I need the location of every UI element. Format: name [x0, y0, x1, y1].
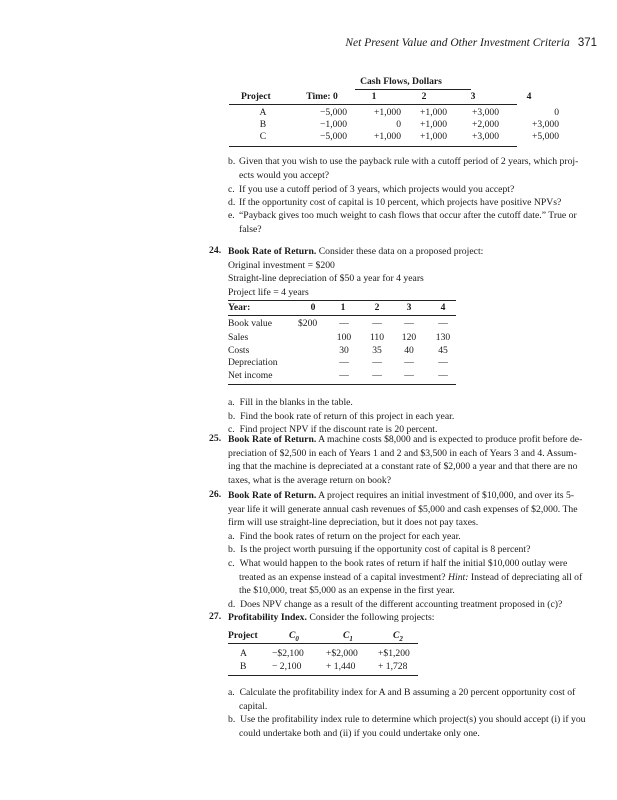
- table-row: [229, 107, 559, 119]
- question-26: [228, 489, 593, 611]
- table-cell: + 1,728: [378, 661, 408, 672]
- row-label: Book value: [228, 318, 272, 329]
- table-cell: −5,000: [320, 107, 347, 118]
- question-24-parts: [228, 396, 593, 437]
- table-row: [229, 119, 559, 131]
- item-text: Calculate the profitability index for A and B assuming a 20 percent opportunity cost of: [239, 687, 576, 698]
- header-cell: 4: [440, 302, 446, 313]
- item-label: b.: [228, 410, 236, 422]
- question-24: [228, 245, 593, 299]
- table-cell: 100: [336, 332, 352, 343]
- item-text: If you use a cutoff period of 3 years, which projects would you accept?: [239, 184, 515, 195]
- header-cell: 3: [470, 91, 476, 102]
- item-text: Fill in the blanks in the table.: [239, 397, 353, 408]
- question-heading: Book Rate of Return.: [228, 434, 317, 445]
- item-label: b.: [228, 156, 236, 167]
- table-cell: +1,000: [374, 107, 401, 118]
- table-cell: +$2,000: [326, 648, 358, 659]
- table-cell: A: [259, 107, 267, 118]
- table-cell: B: [259, 119, 267, 130]
- question-text: preciation of $2,500 in each of Years 1 and 2 and $3,500 in each of Years 3 and 4. Assum-: [228, 447, 577, 459]
- question-number: 25.: [209, 433, 222, 444]
- chapter-title: Net Present Value and Other Investment Criteria: [345, 37, 570, 49]
- item-text: “Payback gives too much weight to cash flows that occur after the cutoff date.” True or: [239, 210, 577, 221]
- page-number: 371: [577, 37, 597, 49]
- row-label: Depreciation: [228, 357, 278, 368]
- header-cell: Project: [241, 91, 271, 102]
- table-cell: —: [372, 357, 382, 368]
- table-header-rule: [229, 104, 517, 105]
- header-cell: 2: [374, 302, 380, 313]
- question-heading: Book Rate of Return.: [228, 490, 317, 501]
- table-cell: +5,000: [532, 131, 559, 142]
- table-cell: −5,000: [320, 131, 347, 142]
- item-label: c.: [228, 557, 235, 569]
- header-cell: $C_0$: [289, 630, 299, 643]
- table-cell: 30: [339, 345, 349, 356]
- item-text: Find the book rates of return on the project for each year.: [239, 530, 461, 542]
- item-text: Given that you wish to use the payback rule with a cutoff period of 2 years, which proj-: [239, 156, 579, 167]
- question-25: [228, 433, 593, 487]
- question-23-part-c: [228, 183, 593, 197]
- item-text: capital.: [239, 700, 268, 712]
- header-cell: 0: [310, 302, 316, 313]
- question-heading: Book Rate of Return.: [228, 246, 317, 257]
- header-cell: 2: [421, 91, 427, 102]
- running-header: [0, 37, 597, 49]
- item-label: b.: [228, 544, 236, 556]
- table-cell: —: [438, 357, 448, 368]
- item-label: a.: [228, 687, 235, 698]
- item-text: Is the project worth pursuing if the opportunity cost of capital is 8 percent?: [240, 544, 531, 556]
- item-label: c.: [228, 424, 235, 436]
- table-cell: —: [438, 318, 448, 329]
- question-text: A machine costs $8,000 and is expected to produce profit before de-: [318, 434, 583, 445]
- table-cell: 40: [404, 345, 414, 356]
- question-heading: Profitability Index.: [228, 612, 307, 623]
- table-header-rule: [228, 315, 456, 316]
- header-cell: Time: 0: [306, 91, 338, 102]
- item-text: Does NPV change as a result of the different accounting treatment proposed in (c)?: [240, 598, 563, 610]
- table-cell: − 2,100: [272, 661, 302, 672]
- table-cell: 0: [554, 107, 559, 118]
- table-cell: −1,000: [320, 119, 347, 130]
- item-text-continued: ects would you accept?: [239, 169, 330, 181]
- item-text-continued: false?: [239, 223, 262, 235]
- table-cell: +3,000: [472, 131, 499, 142]
- table-cell: 120: [401, 332, 417, 343]
- table-cell: —: [404, 318, 414, 329]
- hint-label: Hint:: [448, 571, 469, 583]
- table-cell: —: [404, 357, 414, 368]
- header-cell: 3: [406, 302, 412, 313]
- table-cell: +3,000: [472, 107, 499, 118]
- table-cell: +2,000: [472, 119, 499, 130]
- cashflow-table: [229, 91, 559, 143]
- table-cell: +1,000: [374, 131, 401, 142]
- table-cell: +1,000: [420, 131, 447, 142]
- item-text: Find project NPV if the discount rate is 20 percent.: [239, 424, 438, 436]
- item-label: d.: [228, 598, 236, 610]
- caption-rule: [355, 89, 471, 90]
- table-bottom-rule: [228, 384, 456, 385]
- question-number: 27.: [209, 611, 222, 622]
- table-cell: 45: [438, 345, 448, 356]
- table-cell: —: [372, 318, 382, 329]
- item-text: Use the profitability index rule to determine which project(s) you should accept (i) if you: [240, 714, 586, 726]
- question-text: A project requires an initial investment of $10,000, and over its 5-: [318, 490, 575, 501]
- table-cell: +1,000: [420, 119, 447, 130]
- question-text: ing that the machine is depreciated at a constant rate of $2,000 a year and that there are no: [228, 461, 578, 473]
- header-cell: 1: [371, 91, 377, 102]
- table-cell: +1,000: [420, 107, 447, 118]
- table-cell: —: [339, 357, 349, 368]
- table-cell: B: [240, 661, 247, 672]
- question-text: taxes, what is the average return on book?: [228, 474, 392, 486]
- table-cell: $200: [298, 318, 318, 329]
- question-23-part-e: [228, 209, 593, 236]
- table-header-rule: [228, 643, 418, 644]
- header-cell: Project: [228, 630, 258, 641]
- item-label: b.: [228, 714, 236, 726]
- table-cell: + 1,440: [326, 661, 356, 672]
- question-23-part-d: [228, 196, 593, 210]
- given-line: Straight-line depreciation of $50 a year for 4 years: [228, 273, 424, 285]
- table-cell: A: [240, 648, 247, 659]
- given-line: Project life = 4 years: [228, 286, 309, 298]
- header-cell: 4: [526, 91, 532, 102]
- hint-text: Instead of depreciating all of: [470, 571, 583, 583]
- item-text: could undertake both and (ii) if you could undertake only one.: [239, 727, 480, 739]
- table-cell: +3,000: [532, 119, 559, 130]
- question-23-part-b: [228, 155, 593, 182]
- item-label: d.: [228, 197, 236, 208]
- table-bottom-rule: [228, 675, 418, 676]
- question-intro: Consider these data on a proposed project:: [318, 246, 484, 257]
- table-bottom-rule: [229, 146, 517, 147]
- row-label: Costs: [228, 345, 250, 356]
- header-cell: 1: [340, 302, 346, 313]
- given-line: Original investment = $200: [228, 259, 335, 271]
- table-cell: —: [339, 318, 349, 329]
- row-label: Net income: [228, 370, 273, 381]
- item-label: a.: [228, 530, 235, 542]
- table-cell: −$2,100: [272, 648, 304, 659]
- table-cell: —: [339, 370, 349, 381]
- table-cell: —: [438, 370, 448, 381]
- item-text: What would happen to the book rates of return if half the initial $10,000 outlay were: [239, 557, 568, 569]
- cashflow-caption: Cash Flows, Dollars: [360, 76, 442, 87]
- table-row: [229, 131, 559, 143]
- table-top-rule: [228, 300, 456, 301]
- table-cell: —: [404, 370, 414, 381]
- table-cell: —: [372, 370, 382, 381]
- header-cell: $C_1$: [343, 630, 353, 643]
- item-label: e.: [228, 210, 235, 221]
- item-text: treated as an expense instead of a capital investment?: [239, 571, 446, 583]
- question-27: [228, 611, 593, 625]
- table-cell: +$1,200: [378, 648, 410, 659]
- header-cell: Year:: [228, 302, 251, 313]
- item-label: c.: [228, 184, 235, 195]
- table-cell: C: [259, 131, 267, 142]
- row-label: Sales: [228, 332, 249, 343]
- question-number: 24.: [209, 245, 222, 256]
- question-number: 26.: [209, 489, 222, 500]
- table-cell: 0: [396, 119, 401, 130]
- question-text: firm will use straight-line depreciation, but it does not pay taxes.: [228, 517, 479, 529]
- question-text: year life it will generate annual cash revenues of $5,000 and cash expenses of $2,000. The: [228, 503, 578, 515]
- table-header-row: [229, 91, 559, 103]
- question-27-parts: [228, 686, 593, 740]
- question-intro: Consider the following projects:: [309, 612, 435, 623]
- item-text: the $10,000, treat $5,000 as an expense in the first year.: [239, 585, 455, 597]
- table-cell: 130: [435, 332, 451, 343]
- item-text: Find the book rate of return of this project in each year.: [240, 410, 455, 422]
- table-cell: 110: [369, 332, 385, 343]
- header-cell: $C_2$: [393, 630, 403, 643]
- item-label: a.: [228, 397, 235, 408]
- item-text: If the opportunity cost of capital is 10 percent, which projects have positive NPVs?: [239, 197, 562, 208]
- table-cell: 35: [372, 345, 382, 356]
